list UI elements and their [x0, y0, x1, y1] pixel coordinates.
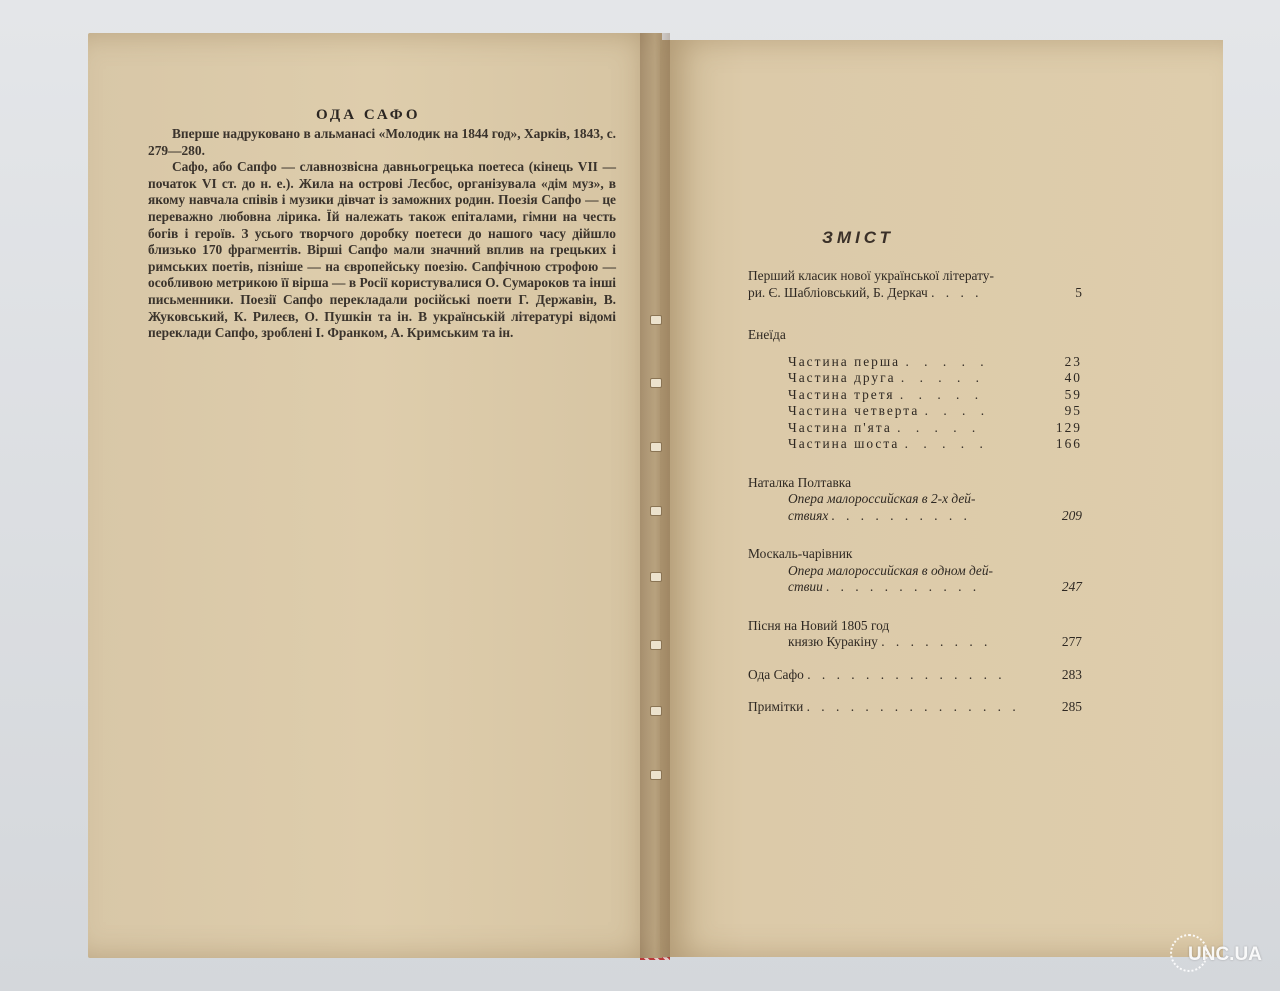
toc-entry-moskal-end: ствии . . . . . . . . . . . 247 [788, 579, 1082, 594]
toc-page-number: 283 [1061, 666, 1082, 682]
toc-entry-part: Частина п'ята . . . . . 129 [788, 419, 1082, 435]
toc-natalka-subtitle: Опера малороссийская в 2-х дей- [788, 491, 976, 506]
binding-stitch [650, 770, 662, 780]
toc-oda-label: Ода Сафо [748, 666, 804, 682]
left-page-body [148, 126, 616, 342]
toc-moskal-subtitle: Опера малороссийская в одном дей- [788, 562, 994, 578]
toc-page-number: 277 [1061, 634, 1082, 649]
toc-page-number: 166 [1055, 436, 1082, 451]
toc-entry-part: Частина перша . . . . . 23 [788, 353, 1082, 369]
toc-entry-natalka-end: ствиях . . . . . . . . . . 209 [788, 507, 1082, 523]
toc-page-number: 209 [1061, 507, 1082, 523]
toc-page-number: 5 [1075, 284, 1082, 300]
toc-part-label: Частина шоста [788, 436, 900, 451]
toc-entry-eneida: Енеїда [748, 327, 786, 342]
toc-entry-intro: Перший класик нової української літерату- ри. Є. Шабліовський, Б. Деркач . . . . 5 [748, 268, 1082, 300]
toc-entry-prymitky: Примітки . . . . . . . . . . . . . . . 285 [748, 699, 1082, 714]
toc-prymitky-label: Примітки [748, 699, 804, 714]
toc-entry-part: Частина третя . . . . . 59 [788, 386, 1082, 402]
book-gutter [640, 33, 670, 958]
toc-moskal-subtitle-end: ствии [788, 579, 823, 594]
watermark [1170, 934, 1270, 978]
toc-heading: ЗМІСТ [822, 228, 894, 247]
toc-entry-oda: Ода Сафо . . . . . . . . . . . . . . 283 [748, 666, 1082, 682]
binding-stitch [650, 315, 662, 325]
toc-part-label: Частина п'ята [788, 419, 892, 435]
toc-page-number: 247 [1061, 579, 1082, 594]
toc-entry-moskal: Москаль-чарівник [748, 546, 853, 561]
left-page-title: ОДА САФО [316, 107, 421, 123]
note-paragraph-2: Сафо, або Сапфо — славнозвісна давньогрецька поетеса (кінець VII — початок VI ст. до н. е.). Жила на острові Лесбос, організувала «дім муз», в якому навчала співів і музики дівчат із заможних родин. Поезія Сапфо — це переважно любовна лірика. Їй належать також епіталами, гімни на честь богів і героїв. З усього творчого доробку поетеси до нашого часу дійшло близько 170 фрагментів. Вірші Сапфо мали значний вплив на грецьких і римських поетів, пізніше — на європейську поезію. Сапфічною строфою — особливою метрикою її вірша — в Росії користувалися О. Сумароков та інші письменники. Поезії Сапфо перекладали російські поети Г. Державін, В. Жуковський, К. Рилеєв, О. Пушкін та ін. В українській літературі відомі переклади Сапфо, зроблені І. Франком, А. Кримським та ін. [148, 159, 616, 341]
binding-stitch [650, 378, 662, 388]
table-of-contents [748, 268, 1082, 716]
toc-entry-pisnia-end: князю Куракіну . . . . . . . . 277 [788, 634, 1082, 649]
note-paragraph-1: Вперше надруковано в альманасі «Молодик на 1844 год», Харків, 1843, с. 279—280. [148, 126, 616, 158]
toc-entry-part: Частина друга . . . . . 40 [788, 370, 1082, 385]
toc-page-number: 23 [1064, 353, 1082, 369]
toc-entry-part: Частина шоста . . . . . 166 [788, 436, 1082, 451]
toc-entry-part: Частина четверта . . . . 95 [788, 403, 1082, 418]
toc-page-number: 59 [1064, 386, 1082, 402]
toc-entry-natalka: Наталка Полтавка [748, 474, 852, 490]
toc-page-number: 40 [1064, 370, 1082, 385]
watermark-text: UNC.UA [1188, 944, 1262, 965]
binding-stitch [650, 442, 662, 452]
toc-part-label: Частина друга [788, 370, 896, 385]
binding-stitch [650, 572, 662, 582]
binding-stitch [650, 506, 662, 516]
toc-part-label: Частина перша [788, 353, 901, 369]
toc-part-label: Частина четверта [788, 403, 920, 418]
toc-part-label: Частина третя [788, 386, 895, 402]
binding-stitch [650, 706, 662, 716]
toc-page-number: 95 [1064, 403, 1082, 418]
toc-entry-pisnia: Пісня на Новий 1805 год [748, 617, 890, 633]
toc-page-number: 285 [1061, 699, 1082, 714]
toc-intro-line1: Перший класик нової української літерату- [748, 268, 994, 283]
toc-pisnia-subtitle: князю Куракіну [788, 634, 878, 649]
toc-natalka-subtitle-end: ствиях [788, 507, 829, 523]
toc-intro-line2: ри. Є. Шабліовський, Б. Деркач [748, 284, 928, 300]
toc-page-number: 129 [1055, 419, 1082, 435]
binding-stitch [650, 640, 662, 650]
